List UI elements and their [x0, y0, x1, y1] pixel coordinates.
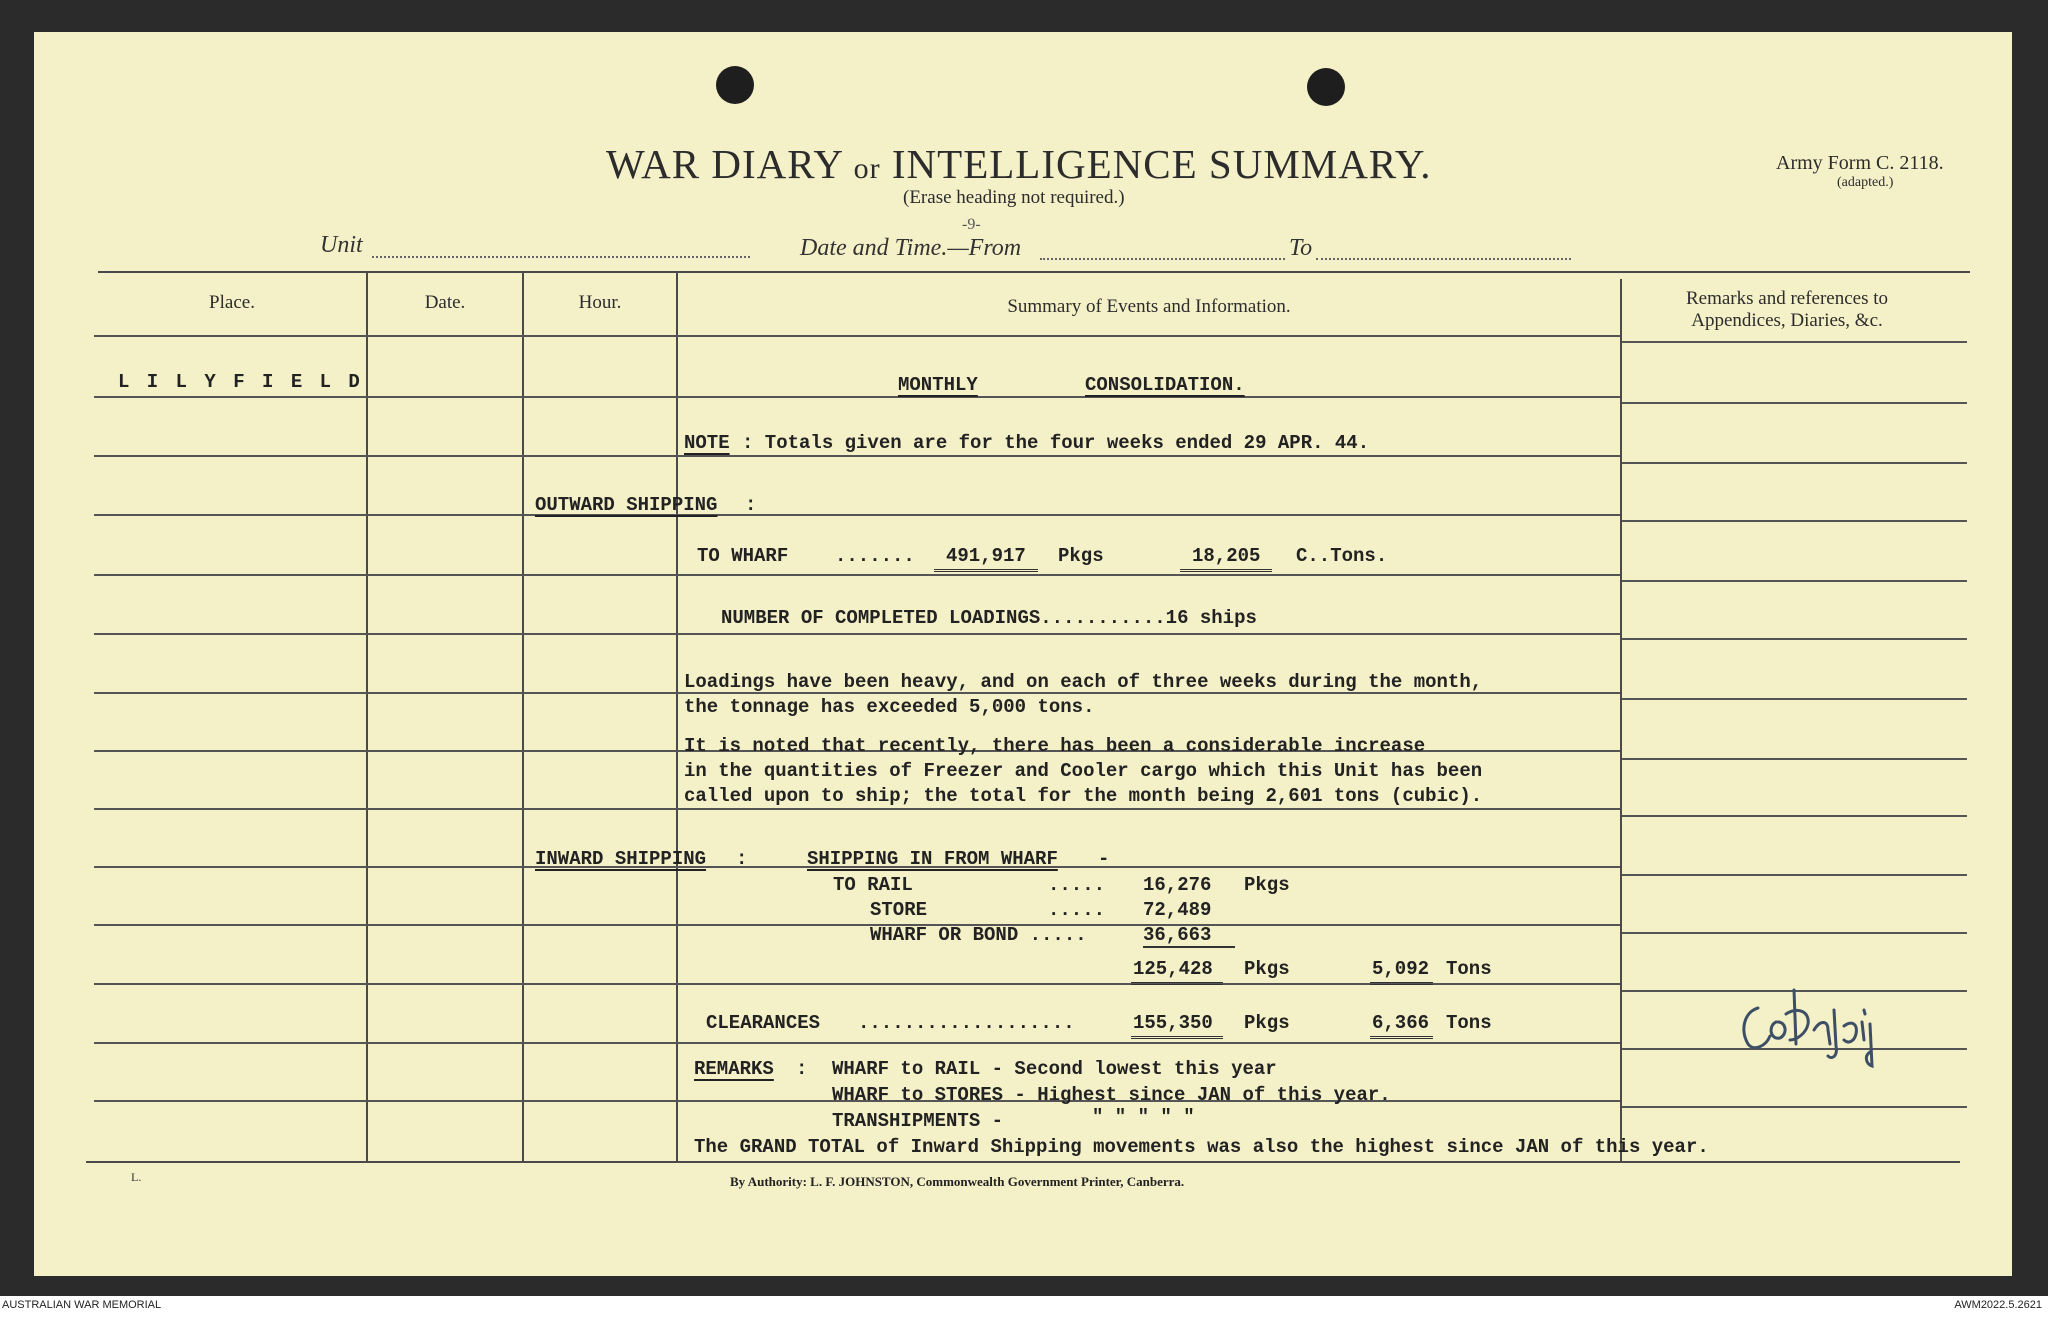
to-wharf-tons: 18,205	[1180, 545, 1272, 572]
ruled-line-remarks	[1622, 402, 1967, 404]
archive-strip	[0, 1296, 2048, 1317]
wharf-or-bond-value: 36,663	[1143, 924, 1235, 948]
adapted-note: (adapted.)	[1837, 175, 1894, 190]
para2-line3: called upon to ship; the total for the month being 2,601 tons (cubic).	[684, 785, 1483, 807]
note-label: NOTE	[684, 432, 730, 454]
ruled-line	[94, 514, 1620, 516]
col-divider-summary	[1620, 279, 1622, 1162]
punch-hole	[1307, 68, 1345, 106]
to-wharf-dots: .......	[835, 545, 915, 567]
para2-line1: It is noted that recently, there has been a considerable increase	[684, 735, 1426, 757]
inward-total-tons: 5,092	[1370, 958, 1433, 985]
punch-hole	[716, 66, 754, 104]
handwritten-signature	[1736, 960, 1886, 1070]
shipping-in-dash: -	[1098, 848, 1110, 870]
archive-name: AUSTRALIAN WAR MEMORIAL	[2, 1299, 162, 1311]
remarks-label: REMARKS	[694, 1058, 774, 1080]
remark-wharf-to-stores: WHARF to STORES - Highest since JAN of this year.	[832, 1084, 1391, 1106]
store-label: STORE	[870, 899, 928, 921]
title-intelligence-summary: INTELLIGENCE SUMMARY.	[891, 141, 1432, 187]
printer-authority: By Authority: L. F. JOHNSTON, Commonwealth Government Printer, Canberra.	[730, 1174, 1185, 1189]
ruled-line-remarks	[1622, 462, 1967, 464]
inward-shipping-label: INWARD SHIPPING	[535, 848, 707, 870]
para1-line1: Loadings have been heavy, and on each of three weeks during the month,	[684, 671, 1483, 693]
ruled-line-remarks	[1622, 874, 1967, 876]
table-top-rule	[98, 271, 1970, 273]
remark-transhipments: TRANSHIPMENTS -	[832, 1110, 1004, 1132]
inward-colon: :	[736, 848, 748, 870]
to-rail-unit: Pkgs	[1244, 874, 1290, 896]
form-title	[606, 140, 1432, 188]
col-divider-date	[522, 271, 524, 1162]
heading-monthly: MONTHLY	[898, 374, 978, 396]
to-rail-label: TO RAIL	[833, 874, 913, 896]
col-header-date: Date.	[424, 292, 466, 313]
unit-dotted-line	[372, 256, 750, 258]
ruled-line	[94, 574, 1620, 576]
clearances-tons: 6,366	[1370, 1012, 1433, 1039]
ruled-line	[94, 396, 1620, 398]
to-wharf-tons-unit: C..Tons.	[1296, 545, 1388, 567]
ruled-line	[94, 455, 1620, 457]
wharf-or-bond-label: WHARF OR BOND .....	[870, 924, 1087, 946]
to-rail-value: 16,276	[1143, 874, 1212, 896]
clearances-label: CLEARANCES	[706, 1012, 821, 1034]
ruled-line-remarks	[1622, 1106, 1967, 1108]
heading-consolidation: CONSOLIDATION.	[1085, 374, 1245, 396]
clearances-pkgs: 155,350	[1131, 1012, 1223, 1039]
outward-colon: :	[745, 494, 757, 516]
col-divider-hour	[676, 271, 678, 1162]
remark-wharf-to-rail: WHARF to RAIL - Second lowest this year	[832, 1058, 1277, 1080]
unit-label: Unit	[320, 232, 363, 258]
ruled-line-remarks	[1622, 580, 1967, 582]
inward-total-pkgs-unit: Pkgs	[1244, 958, 1290, 980]
ruled-line-remarks	[1622, 638, 1967, 640]
ruled-line-remarks	[1622, 932, 1967, 934]
ruled-line-remarks	[1622, 758, 1967, 760]
ditto-marks: " " " " "	[1092, 1106, 1195, 1128]
to-rail-dots: .....	[1048, 874, 1106, 896]
ruled-line	[94, 808, 1620, 810]
date-time-label: Date and Time.—From	[800, 235, 1022, 261]
page-number: -9-	[962, 216, 981, 233]
ruled-line-remarks	[1622, 698, 1967, 700]
army-form-number: Army Form C. 2118.	[1776, 152, 1944, 174]
inward-total-pkgs: 125,428	[1131, 958, 1223, 985]
col-header-summary: Summary of Events and Information.	[1007, 296, 1291, 317]
note-text: : Totals given are for the four weeks ended 29 APR. 44.	[742, 432, 1370, 454]
archive-reference: AWM2022.5.2621	[1954, 1299, 2042, 1311]
inward-total-tons-unit: Tons	[1446, 958, 1492, 980]
place-lilyfield: L I L Y F I E L D	[118, 371, 363, 393]
para1-line2: the tonnage has exceeded 5,000 tons.	[684, 696, 1095, 718]
para2-line2: in the quantities of Freezer and Cooler cargo which this Unit has been	[684, 760, 1483, 782]
to-label: To	[1289, 235, 1313, 261]
clearances-dots: ...................	[858, 1012, 1075, 1034]
ruled-line-remarks	[1622, 520, 1967, 522]
grand-total-line: The GRAND TOTAL of Inward Shipping movements was also the highest since JAN of this year.	[694, 1136, 1709, 1158]
to-dotted-line	[1316, 258, 1571, 260]
title-war-diary: WAR DIARY	[606, 141, 843, 187]
shipping-in-from-wharf: SHIPPING IN FROM WHARF	[807, 848, 1058, 870]
clearances-tons-unit: Tons	[1446, 1012, 1492, 1034]
from-dotted-line	[1040, 258, 1285, 260]
outward-shipping-label: OUTWARD SHIPPING	[535, 494, 718, 516]
ruled-line	[94, 924, 1620, 926]
col-divider-place	[366, 271, 368, 1162]
store-value: 72,489	[1143, 899, 1212, 921]
ruled-line-remarks	[1622, 815, 1967, 817]
col-header-hour: Hour.	[578, 292, 622, 313]
ruled-line-remarks	[1622, 341, 1967, 343]
col-header-place: Place.	[209, 292, 255, 313]
remarks-colon: :	[796, 1058, 808, 1080]
to-wharf-pkgs: 491,917	[934, 545, 1038, 572]
to-wharf-label: TO WHARF	[697, 545, 789, 567]
to-wharf-pkgs-unit: Pkgs	[1058, 545, 1104, 567]
completed-loadings: NUMBER OF COMPLETED LOADINGS...........16 ships	[721, 607, 1257, 629]
ruled-line	[94, 633, 1620, 635]
col-header-remarks	[1622, 288, 1952, 332]
clearances-pkgs-unit: Pkgs	[1244, 1012, 1290, 1034]
remarks-header-line1: Remarks and references to	[1685, 288, 1889, 309]
store-dots: .....	[1048, 899, 1106, 921]
ruled-line	[94, 1042, 1620, 1044]
remarks-header-line2: Appendices, Diaries, &c.	[1691, 310, 1883, 331]
form-subtitle: (Erase heading not required.)	[903, 187, 1125, 208]
ruled-line	[94, 335, 1620, 337]
form-letter: L.	[131, 1170, 142, 1184]
title-or: or	[853, 152, 881, 185]
